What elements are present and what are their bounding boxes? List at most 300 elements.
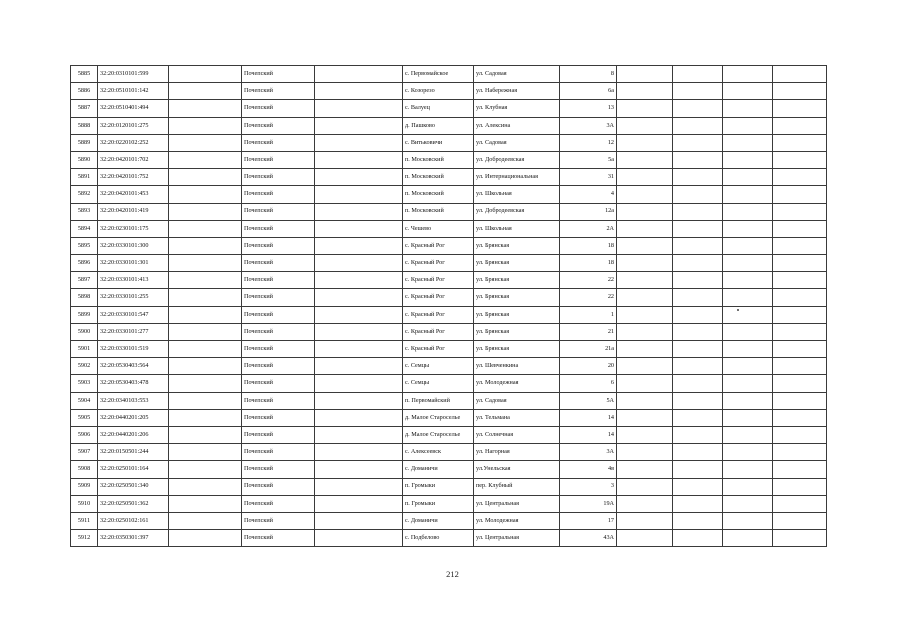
empty-cell (617, 426, 673, 443)
district-cell: Почепский (242, 83, 315, 100)
settlement-cell: д. Малое Староселье (403, 409, 474, 426)
district-cell: Почепский (242, 461, 315, 478)
empty-cell (315, 444, 403, 461)
house-number-cell: 21 (560, 323, 617, 340)
table-row (71, 100, 827, 117)
empty-cell (773, 426, 827, 443)
street-cell: ул. Центральная (474, 530, 560, 547)
empty-cell (673, 169, 723, 186)
house-number-cell: 20 (560, 358, 617, 375)
empty-cell (723, 409, 773, 426)
page-number: 212 (446, 569, 459, 579)
cadastral-number-cell: 32:20:0420101:419 (98, 203, 169, 220)
cadastral-number-cell: 32:20:0510101:142 (98, 83, 169, 100)
empty-cell (315, 255, 403, 272)
empty-cell (773, 392, 827, 409)
empty-cell (673, 255, 723, 272)
table-row (71, 151, 827, 168)
empty-cell (773, 512, 827, 529)
settlement-cell: с. Витьковичи (403, 134, 474, 151)
house-number-cell: 22 (560, 289, 617, 306)
district-cell: Почепский (242, 358, 315, 375)
street-cell: ул. Добродеевская (474, 203, 560, 220)
row-number-cell: 5892 (71, 186, 98, 203)
empty-cell (315, 100, 403, 117)
row-number-cell: 5891 (71, 169, 98, 186)
cadastral-number-cell: 32:20:0420101:702 (98, 151, 169, 168)
empty-cell (773, 341, 827, 358)
empty-cell (723, 512, 773, 529)
empty-cell (169, 358, 242, 375)
street-cell: ул. Садовая (474, 392, 560, 409)
empty-cell (617, 461, 673, 478)
empty-cell (169, 220, 242, 237)
empty-cell (773, 151, 827, 168)
cadastral-number-cell: 32:20:0310101:599 (98, 66, 169, 83)
row-number-cell: 5901 (71, 341, 98, 358)
row-number-cell: 5911 (71, 512, 98, 529)
empty-cell (723, 151, 773, 168)
empty-cell (169, 512, 242, 529)
row-number-cell: 5890 (71, 151, 98, 168)
empty-cell (723, 306, 773, 323)
street-cell: ул. Нагорная (474, 444, 560, 461)
row-number-cell: 5899 (71, 306, 98, 323)
table-row (71, 186, 827, 203)
table-row (71, 530, 827, 547)
empty-cell (773, 272, 827, 289)
empty-cell (673, 186, 723, 203)
table-row (71, 392, 827, 409)
empty-cell (315, 392, 403, 409)
table-row (71, 203, 827, 220)
settlement-cell: с. Красный Рог (403, 306, 474, 323)
row-number-cell: 5897 (71, 272, 98, 289)
row-number-cell: 5887 (71, 100, 98, 117)
street-cell: ул. Брянская (474, 289, 560, 306)
empty-cell (169, 255, 242, 272)
house-number-cell: 6а (560, 83, 617, 100)
table-row (71, 272, 827, 289)
empty-cell (723, 186, 773, 203)
empty-cell (169, 461, 242, 478)
empty-cell (315, 375, 403, 392)
settlement-cell: с. Красный Рог (403, 323, 474, 340)
house-number-cell: 31 (560, 169, 617, 186)
house-number-cell: 17 (560, 512, 617, 529)
table-row (71, 495, 827, 512)
empty-cell (773, 186, 827, 203)
empty-cell (315, 358, 403, 375)
district-cell: Почепский (242, 100, 315, 117)
empty-cell (673, 478, 723, 495)
house-number-cell: 3 (560, 478, 617, 495)
empty-cell (773, 255, 827, 272)
empty-cell (773, 375, 827, 392)
empty-cell (617, 100, 673, 117)
empty-cell (723, 323, 773, 340)
empty-cell (315, 461, 403, 478)
row-number-cell: 5894 (71, 220, 98, 237)
empty-cell (315, 409, 403, 426)
cadastral-number-cell: 32:20:0250102:161 (98, 512, 169, 529)
table-row (71, 220, 827, 237)
cadastral-number-cell: 32:20:0120101:275 (98, 117, 169, 134)
empty-cell (169, 151, 242, 168)
empty-cell (723, 220, 773, 237)
house-number-cell: 2А (560, 220, 617, 237)
cadastral-number-cell: 32:20:0530403:478 (98, 375, 169, 392)
empty-cell (673, 323, 723, 340)
empty-cell (169, 323, 242, 340)
empty-cell (723, 117, 773, 134)
street-cell: ул. Добродеевская (474, 151, 560, 168)
settlement-cell: п. Громыки (403, 478, 474, 495)
row-number-cell: 5896 (71, 255, 98, 272)
empty-cell (723, 392, 773, 409)
empty-cell (315, 341, 403, 358)
cadastral-number-cell: 32:20:0440201:206 (98, 426, 169, 443)
table-row (71, 289, 827, 306)
empty-cell (673, 220, 723, 237)
cadastral-number-cell: 32:20:0330101:547 (98, 306, 169, 323)
empty-cell (673, 306, 723, 323)
district-cell: Почепский (242, 117, 315, 134)
empty-cell (673, 341, 723, 358)
street-cell: пер. Клубный (474, 478, 560, 495)
street-cell: ул. Алексина (474, 117, 560, 134)
district-cell: Почепский (242, 426, 315, 443)
empty-cell (773, 495, 827, 512)
empty-cell (773, 478, 827, 495)
row-number-cell: 5889 (71, 134, 98, 151)
cadastral-number-cell: 32:20:0330101:413 (98, 272, 169, 289)
district-cell: Почепский (242, 272, 315, 289)
row-number-cell: 5902 (71, 358, 98, 375)
settlement-cell: с. Красный Рог (403, 237, 474, 254)
district-cell: Почепский (242, 530, 315, 547)
row-number-cell: 5905 (71, 409, 98, 426)
empty-cell (169, 186, 242, 203)
table-row (71, 134, 827, 151)
empty-cell (315, 117, 403, 134)
street-cell: ул. Школьная (474, 186, 560, 203)
house-number-cell: 3А (560, 444, 617, 461)
empty-cell (723, 461, 773, 478)
empty-cell (773, 461, 827, 478)
empty-cell (673, 134, 723, 151)
settlement-cell: с. Чешево (403, 220, 474, 237)
cadastral-number-cell: 32:20:0420101:752 (98, 169, 169, 186)
settlement-cell: с. Подбелово (403, 530, 474, 547)
table-row (71, 255, 827, 272)
district-cell: Почепский (242, 289, 315, 306)
empty-cell (315, 512, 403, 529)
cadastral-number-cell: 32:20:0220102:252 (98, 134, 169, 151)
district-cell: Почепский (242, 66, 315, 83)
empty-cell (617, 134, 673, 151)
house-number-cell: 6 (560, 375, 617, 392)
empty-cell (723, 478, 773, 495)
cadastral-number-cell: 32:20:0510401:494 (98, 100, 169, 117)
district-cell: Почепский (242, 134, 315, 151)
table-row (71, 375, 827, 392)
empty-cell (169, 100, 242, 117)
house-number-cell: 13 (560, 100, 617, 117)
cadastral-number-cell: 32:20:0330101:255 (98, 289, 169, 306)
empty-cell (723, 66, 773, 83)
empty-cell (673, 375, 723, 392)
street-cell: ул. Тельмана (474, 409, 560, 426)
street-cell: ул. Молодежная (474, 512, 560, 529)
row-number-cell: 5908 (71, 461, 98, 478)
empty-cell (315, 237, 403, 254)
district-cell: Почепский (242, 169, 315, 186)
district-cell: Почепский (242, 409, 315, 426)
street-cell: ул. Садовая (474, 134, 560, 151)
house-number-cell: 43А (560, 530, 617, 547)
empty-cell (617, 66, 673, 83)
settlement-cell: с. Семцы (403, 375, 474, 392)
empty-cell (169, 83, 242, 100)
cadastral-number-cell: 32:20:0330101:301 (98, 255, 169, 272)
street-cell: ул. Брянская (474, 237, 560, 254)
district-cell: Почепский (242, 220, 315, 237)
street-cell: ул. Брянская (474, 323, 560, 340)
empty-cell (315, 272, 403, 289)
empty-cell (773, 134, 827, 151)
empty-cell (617, 495, 673, 512)
empty-cell (673, 409, 723, 426)
empty-cell (673, 495, 723, 512)
empty-cell (617, 341, 673, 358)
house-number-cell: 12а (560, 203, 617, 220)
table-row (71, 409, 827, 426)
district-cell: Почепский (242, 237, 315, 254)
empty-cell (617, 255, 673, 272)
empty-cell (773, 306, 827, 323)
settlement-cell: п. Московский (403, 203, 474, 220)
table-row (71, 66, 827, 83)
empty-cell (673, 392, 723, 409)
street-cell: ул. Центральная (474, 495, 560, 512)
settlement-cell: с. Семцы (403, 358, 474, 375)
empty-cell (169, 272, 242, 289)
table-body (71, 66, 827, 547)
house-number-cell: 14 (560, 426, 617, 443)
empty-cell (773, 100, 827, 117)
district-cell: Почепский (242, 375, 315, 392)
street-cell: ул.Унельская (474, 461, 560, 478)
empty-cell (773, 530, 827, 547)
house-number-cell: 12 (560, 134, 617, 151)
district-cell: Почепский (242, 495, 315, 512)
empty-cell (169, 237, 242, 254)
empty-cell (315, 83, 403, 100)
empty-cell (723, 289, 773, 306)
empty-cell (169, 117, 242, 134)
empty-cell (673, 237, 723, 254)
empty-cell (773, 323, 827, 340)
empty-cell (169, 375, 242, 392)
cadastral-number-cell: 32:20:0420101:453 (98, 186, 169, 203)
empty-cell (673, 512, 723, 529)
settlement-cell: с. Первомайское (403, 66, 474, 83)
settlement-cell: п. Московский (403, 186, 474, 203)
empty-cell (673, 66, 723, 83)
district-cell: Почепский (242, 444, 315, 461)
empty-cell (315, 220, 403, 237)
cadastral-number-cell: 32:20:0230101:175 (98, 220, 169, 237)
empty-cell (617, 220, 673, 237)
empty-cell (673, 272, 723, 289)
house-number-cell: 1 (560, 306, 617, 323)
house-number-cell: 3А (560, 117, 617, 134)
empty-cell (617, 186, 673, 203)
empty-cell (723, 530, 773, 547)
row-number-cell: 5888 (71, 117, 98, 134)
empty-cell (617, 272, 673, 289)
empty-cell (617, 478, 673, 495)
district-cell: Почепский (242, 203, 315, 220)
empty-cell (673, 530, 723, 547)
empty-cell (723, 341, 773, 358)
empty-cell (169, 426, 242, 443)
empty-cell (169, 169, 242, 186)
empty-cell (617, 117, 673, 134)
empty-cell (723, 237, 773, 254)
cadastral-number-cell: 32:20:0350301:397 (98, 530, 169, 547)
street-cell: ул. Интернациональная (474, 169, 560, 186)
settlement-cell: с. Козорезо (403, 83, 474, 100)
cadastral-number-cell: 32:20:0440201:205 (98, 409, 169, 426)
settlement-cell: п. Московский (403, 169, 474, 186)
empty-cell (773, 169, 827, 186)
street-cell: ул. Брянская (474, 255, 560, 272)
district-cell: Почепский (242, 341, 315, 358)
cadastral-number-cell: 32:20:0250501:362 (98, 495, 169, 512)
empty-cell (773, 83, 827, 100)
scan-speck (737, 309, 739, 311)
empty-cell (617, 530, 673, 547)
house-number-cell: 5А (560, 392, 617, 409)
empty-cell (315, 323, 403, 340)
empty-cell (315, 426, 403, 443)
street-cell: ул. Садовая (474, 66, 560, 83)
empty-cell (315, 169, 403, 186)
house-number-cell: 22 (560, 272, 617, 289)
empty-cell (673, 461, 723, 478)
row-number-cell: 5886 (71, 83, 98, 100)
empty-cell (169, 134, 242, 151)
row-number-cell: 5906 (71, 426, 98, 443)
empty-cell (617, 237, 673, 254)
row-number-cell: 5904 (71, 392, 98, 409)
house-number-cell: 14 (560, 409, 617, 426)
empty-cell (617, 409, 673, 426)
table-row (71, 306, 827, 323)
settlement-cell: д. Малое Староселье (403, 426, 474, 443)
district-cell: Почепский (242, 306, 315, 323)
empty-cell (773, 117, 827, 134)
street-cell: ул. Брянская (474, 306, 560, 323)
empty-cell (315, 151, 403, 168)
street-cell: ул. Набережная (474, 83, 560, 100)
empty-cell (617, 151, 673, 168)
empty-cell (723, 375, 773, 392)
empty-cell (773, 409, 827, 426)
cadastral-number-cell: 32:20:0340103:553 (98, 392, 169, 409)
settlement-cell: с. Красный Рог (403, 272, 474, 289)
settlement-cell: п. Первомайский (403, 392, 474, 409)
settlement-cell: п. Громыки (403, 495, 474, 512)
row-number-cell: 5885 (71, 66, 98, 83)
cadastral-number-cell: 32:20:0330101:519 (98, 341, 169, 358)
empty-cell (169, 66, 242, 83)
table-row (71, 358, 827, 375)
row-number-cell: 5900 (71, 323, 98, 340)
empty-cell (169, 306, 242, 323)
settlement-cell: с. Красный Рог (403, 341, 474, 358)
table-row (71, 478, 827, 495)
table-row (71, 237, 827, 254)
empty-cell (617, 358, 673, 375)
table-row (71, 169, 827, 186)
row-number-cell: 5898 (71, 289, 98, 306)
table-row (71, 426, 827, 443)
empty-cell (673, 100, 723, 117)
empty-cell (315, 203, 403, 220)
empty-cell (673, 117, 723, 134)
cadastral-number-cell: 32:20:0250501:340 (98, 478, 169, 495)
empty-cell (773, 66, 827, 83)
house-number-cell: 4в (560, 461, 617, 478)
district-cell: Почепский (242, 255, 315, 272)
empty-cell (617, 289, 673, 306)
house-number-cell: 4 (560, 186, 617, 203)
empty-cell (315, 66, 403, 83)
house-number-cell: 19А (560, 495, 617, 512)
empty-cell (773, 444, 827, 461)
empty-cell (315, 186, 403, 203)
empty-cell (315, 478, 403, 495)
empty-cell (315, 289, 403, 306)
row-number-cell: 5903 (71, 375, 98, 392)
empty-cell (315, 306, 403, 323)
street-cell: ул. Солнечная (474, 426, 560, 443)
table-row (71, 512, 827, 529)
district-cell: Почепский (242, 392, 315, 409)
house-number-cell: 18 (560, 255, 617, 272)
empty-cell (169, 409, 242, 426)
table-row (71, 323, 827, 340)
empty-cell (723, 444, 773, 461)
table-row (71, 444, 827, 461)
empty-cell (723, 358, 773, 375)
cadastral-number-cell: 32:20:0330101:277 (98, 323, 169, 340)
empty-cell (617, 169, 673, 186)
street-cell: ул. Брянская (474, 272, 560, 289)
empty-cell (723, 83, 773, 100)
settlement-cell: с. Красный Рог (403, 289, 474, 306)
empty-cell (723, 203, 773, 220)
settlement-cell: с. Доманичи (403, 461, 474, 478)
empty-cell (169, 289, 242, 306)
settlement-cell: с. Валуец (403, 100, 474, 117)
empty-cell (673, 358, 723, 375)
row-number-cell: 5893 (71, 203, 98, 220)
empty-cell (773, 237, 827, 254)
